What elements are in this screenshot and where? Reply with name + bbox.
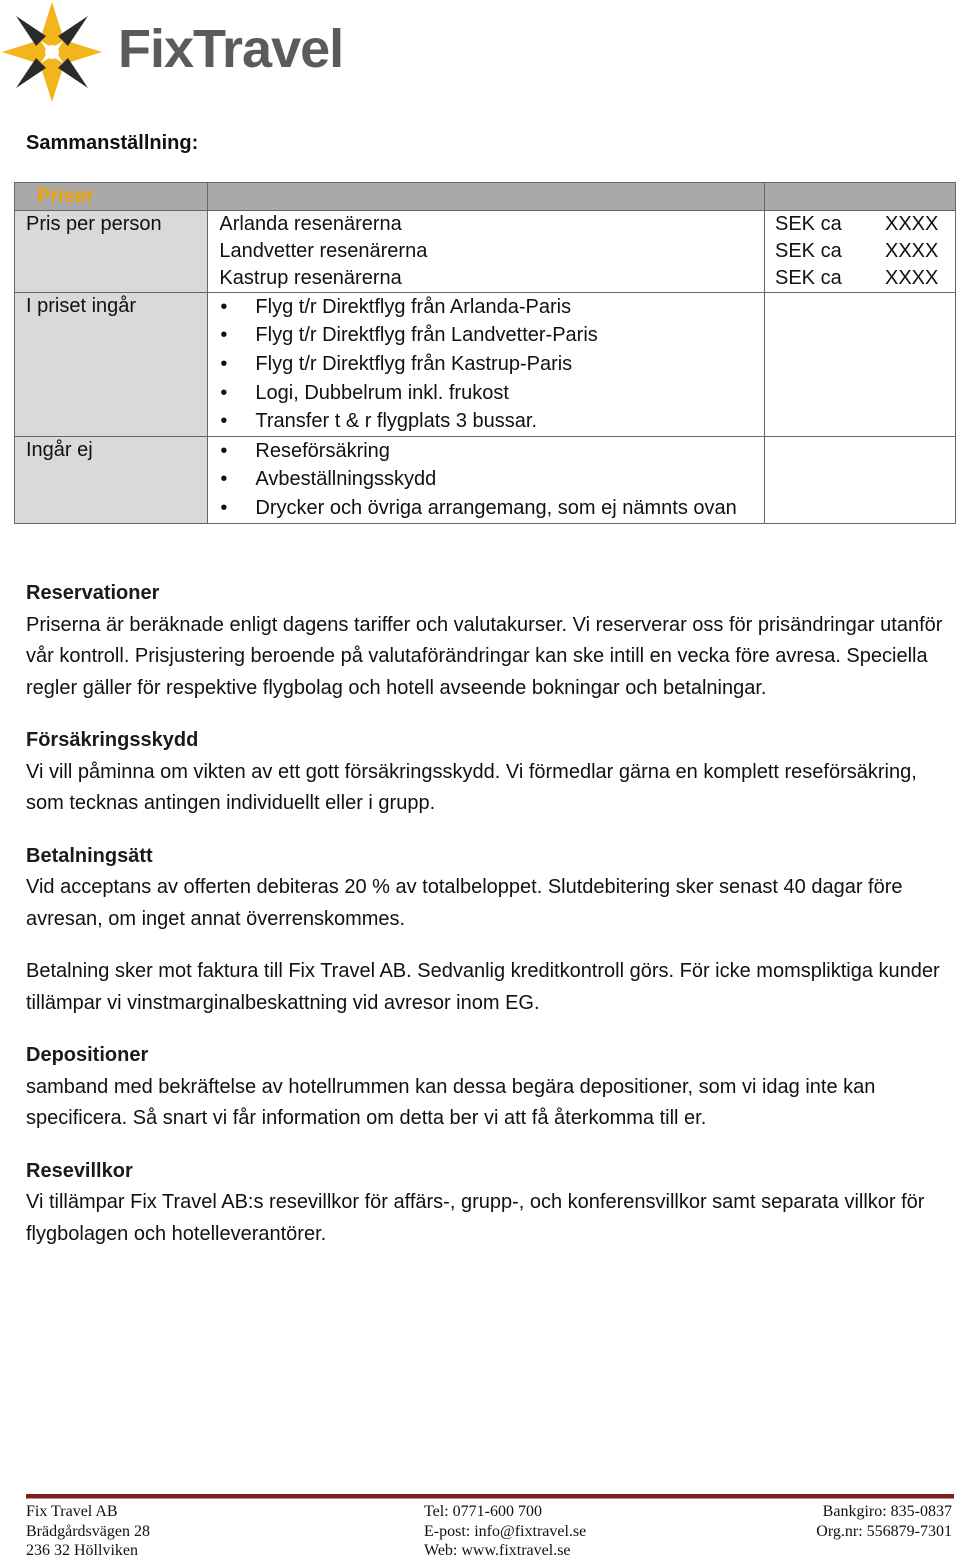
section-heading-resevillkor: Resevillkor (26, 1159, 133, 1182)
footer-phone: Tel: 0771-600 700 (424, 1503, 542, 1520)
footer-postal: 236 32 Höllviken (26, 1542, 138, 1559)
footer-street: Brädgårdsvägen 28 (26, 1522, 150, 1540)
logo-wordmark: FixTravel (118, 19, 344, 79)
list-item: • Flyg t/r Direktflyg från Landvetter-Paris (208, 322, 764, 351)
list-item: • Flyg t/r Direktflyg från Arlanda-Paris (208, 293, 764, 322)
price-amount: XXXX (885, 267, 939, 289)
section-text-betalningssatt-1: Vid acceptans av offerten debiteras 20 % av totalbeloppet. Slutdebitering sker senast 40 dagar före avresan, om inget annat överrenskommes. (26, 876, 903, 930)
bullet-icon: • (220, 496, 228, 519)
section-text-betalningssatt-2: Betalning sker mot faktura till Fix Travel AB. Sedvanlig kreditkontroll görs. För icke momspliktiga kunder tillämpar vi vinstmarginalbeskattning vid avresor inom EG. (26, 960, 940, 1014)
price-amount: XXXX (885, 240, 939, 262)
list-item: • Logi, Dubbelrum inkl. frukost (208, 379, 764, 408)
price-row-pris-per-person (15, 211, 956, 293)
bullet-icon: • (220, 468, 228, 491)
price-value-row (765, 238, 955, 265)
bullet-icon: • (220, 295, 228, 318)
footer-divider (26, 1494, 954, 1499)
footer-web: Web: www.fixtravel.se (424, 1542, 571, 1559)
footer-orgnr: Org.nr: 556879-7301 (816, 1522, 952, 1540)
row-label-pris-per-person: Pris per person (15, 211, 208, 293)
bullet-icon: • (220, 324, 228, 347)
price-row-ingar-ej (15, 436, 956, 523)
price-item: Landvetter resenärerna (219, 240, 428, 262)
list-item: • Transfer t & r flygplats 3 bussar. (208, 407, 764, 436)
price-currency: SEK ca (775, 240, 842, 262)
section-text-forsakringsskydd: Vi vill påminna om vikten av ett gott försäkringsskydd. Vi förmedlar gärna en komplett reseförsäkring, som tecknas antingen individuellt eller i grupp. (26, 760, 917, 814)
section-text-depositioner: samband med bekräftelse av hotellrummen kan dessa begära depositioner, som vi idag inte kan specificera. Så snart vi får information om detta ber vi att få återkomma till er. (26, 1075, 876, 1129)
bullet-icon: • (220, 439, 228, 462)
price-row-ingar (15, 293, 956, 437)
bullet-icon: • (220, 410, 228, 433)
footer-email: E-post: info@fixtravel.se (424, 1522, 587, 1540)
footer-bank (816, 1502, 952, 1541)
section-heading-forsakringsskydd: Försäkringsskydd (26, 729, 199, 751)
company-logo (0, 0, 344, 110)
footer-address (26, 1502, 150, 1561)
row-label-ingar: I priset ingår (15, 293, 208, 437)
bullet-icon: • (220, 381, 228, 404)
list-item: • Flyg t/r Direktflyg från Kastrup-Paris (208, 350, 764, 379)
section-heading-reservationer: Reservationer (26, 582, 160, 604)
price-currency: SEK ca (775, 267, 842, 289)
price-item: Kastrup resenärerna (219, 267, 402, 289)
star-logo-icon (0, 0, 110, 106)
list-item: • Drycker och övriga arrangemang, som ej nämnts ovan (208, 494, 764, 523)
summary-title: Sammanställning: (26, 132, 199, 154)
row-label-ingar-ej: Ingår ej (15, 436, 208, 523)
footer-company-name: Fix Travel AB (26, 1503, 118, 1520)
list-item: • Avbeställningsskydd (208, 466, 764, 495)
price-item: Arlanda resenärerna (219, 213, 402, 235)
footer-bankgiro: Bankgiro: 835-0837 (822, 1503, 952, 1520)
price-amount: XXXX (885, 213, 939, 235)
section-text-reservationer: Priserna är beräknade enligt dagens tariffer och valutakurser. Vi reserverar oss för prisändringar utanför vår kontroll. Prisjustering beroende på valutaförändringar kan ske intill en vecka före avresa. Speciella regler gäller för respektive flygbolag och hotell avseende bokningar och betalningar. (26, 613, 943, 699)
price-table-header-row (15, 183, 956, 211)
section-heading-depositioner: Depositioner (26, 1044, 149, 1066)
priser-heading: Priser (37, 185, 94, 207)
footer-contact (424, 1502, 586, 1561)
price-currency: SEK ca (775, 213, 842, 235)
section-heading-betalningssatt: Betalningsätt (26, 844, 153, 867)
terms-sections (26, 578, 946, 1250)
price-value-row (765, 265, 955, 292)
list-item: • Reseförsäkring (208, 437, 764, 466)
price-table (14, 182, 956, 524)
section-text-resevillkor: Vi tillämpar Fix Travel AB:s resevillkor för affärs-, grupp-, och konferensvillkor samt separata villkor för flygbolagen och hotelleverantörer. (26, 1191, 925, 1245)
price-value-row (765, 211, 955, 238)
bullet-icon: • (220, 352, 228, 375)
